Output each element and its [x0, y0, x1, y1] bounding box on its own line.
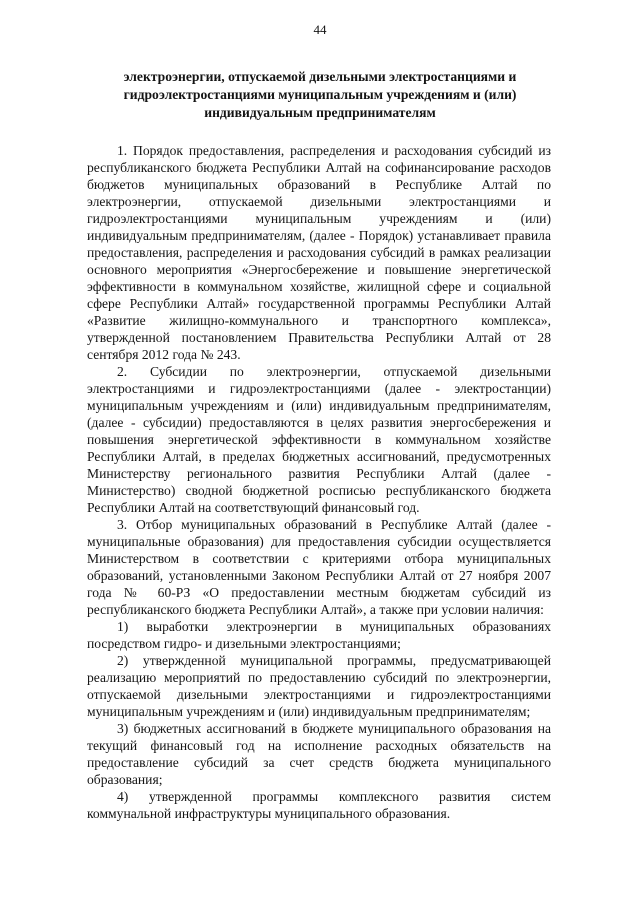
condition-item-4: 4) утвержденной программы комплексного развития систем коммунальной инфраструктуры муниципального образования. — [87, 789, 551, 821]
condition-item-2: 2) утвержденной муниципальной программы, предусматривающей реализацию мероприятий по предоставлению субсидий по электроэнергии, отпускаемой дизельными электростанциями и гидроэлектростанциями муниципальным учреждениям и (или) индивидуальным предпринимателям; — [87, 653, 551, 719]
paragraph-1: 1. Порядок предоставления, распределения и расходования субсидий из республиканского бюджета Республики Алтай на софинансирование расходов бюджетов муниципальных образований в Республике Алтай по электроэнергии, отпускаемой дизельными электростанциями и гидроэлектростанциями муниципальным учреждениям и (или) индивидуальным предпринимателям, (далее - Порядок) устанавливает правила предоставления, распределения и расходования субсидий в рамках реализации основного мероприятия «Энергосбережение и повышение энергетической эффективности в коммунальном хозяйстве, жилищной сфере и социальной сфере Республики Алтай» государственной программы Республики Алтай «Развитие жилищно-коммунального и транспортного комплекса», утвержденной постановлением Правительства Республики Алтай от 28 сентября 2012 года № 243. — [87, 143, 551, 362]
section-heading: электроэнергии, отпускаемой дизельными электростанциями и гидроэлектростанциями муниципальным учреждениям и (или) индивидуальным предпринимателям — [123, 69, 517, 120]
paragraph-3: 3. Отбор муниципальных образований в Республике Алтай (далее - муниципальные образования) для предоставления субсидии осуществляется Министерством в соответствии с критериями отбора муниципальных образований, установленными Законом Республики Алтай от 27 ноября 2007 года № 60-РЗ «О предоставлении местным бюджетам субсидий из республиканского бюджета Республики Алтай», а также при условии наличия: — [87, 517, 551, 617]
document-body — [87, 142, 551, 822]
paragraph-2: 2. Субсидии по электроэнергии, отпускаемой дизельными электростанциями и гидроэлектростанциями (далее - электростанции) муниципальным учреждениям и (или) индивидуальным предпринимателям, (далее - субсидии) предоставляются в целях развития энергосбережения и повышения энергетической эффективности в коммунальном хозяйстве Республики Алтай, в пределах бюджетных ассигнований, предусмотренных Министерству регионального развития Республики Алтай (далее - Министерство) сводной бюджетной росписью республиканского бюджета Республики Алтай на соответствующий финансовый год. — [87, 364, 551, 515]
condition-item-3: 3) бюджетных ассигнований в бюджете муниципального образования на текущий финансовый год на исполнение расходных обязательств на предоставление субсидий за счет средств бюджета муниципального образования; — [87, 721, 551, 787]
condition-item-1: 1) выработки электроэнергии в муниципальных образованиях посредством гидро- и дизельными электростанциями; — [87, 619, 551, 651]
page-number: 44 — [313, 22, 327, 37]
